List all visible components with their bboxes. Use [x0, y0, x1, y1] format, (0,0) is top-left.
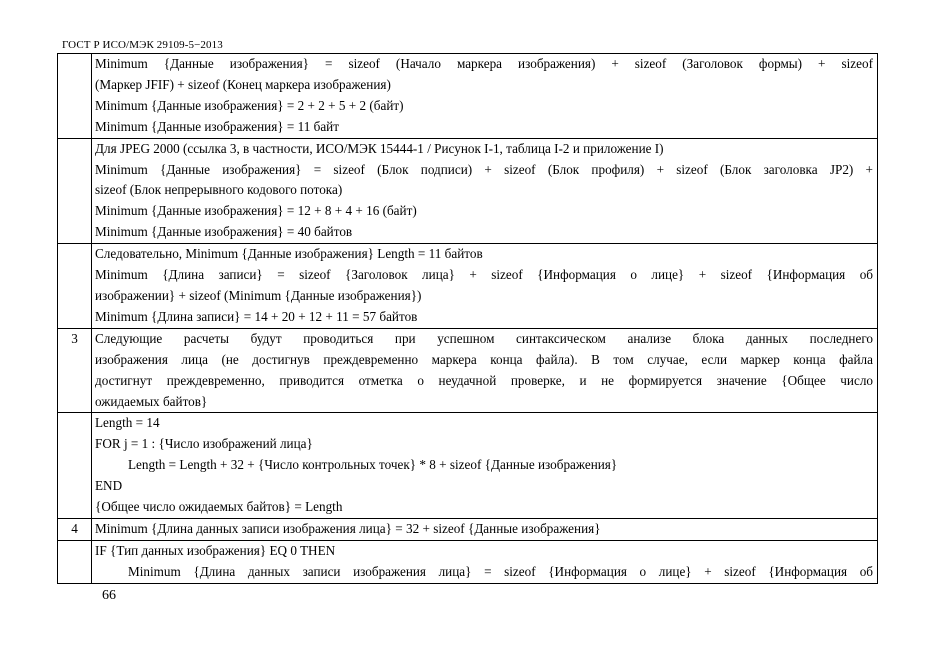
text-line: Minimum {Данные изображения} = sizeof (Блок подписи) + sizeof (Блок профиля) + sizeof (Блок заголовка JP2) + — [95, 161, 873, 177]
page-number: 66 — [102, 588, 116, 603]
text-line: sizeof (Блок непрерывного кодового потока) — [95, 182, 343, 198]
text-line: достигнут преждевременно, приводится отметка о неудачной проверке, и не формируется значение {Общее число — [95, 372, 873, 388]
table-row — [58, 54, 878, 139]
text-line: изображении} + sizeof (Minimum {Данные изображения}) — [95, 287, 422, 303]
text-line: Minimum {Длина записи} = sizeof {Заголовок лица} + sizeof {Информация о лице} + sizeof {Информация об — [95, 267, 873, 283]
text-line: Minimum {Длина данных записи изображения лица} = 32 + sizeof {Данные изображения} — [95, 520, 601, 536]
text-line: Minimum {Данные изображения} = 12 + 8 + 4 + 16 (байт) — [95, 203, 417, 219]
text-line: END — [95, 478, 123, 494]
text-line: FOR j = 1 : {Число изображений лица} — [95, 436, 313, 452]
table-row — [58, 518, 878, 540]
text-line: изображения лица (не достигнув преждевременно маркера конца файла). В том случае, если маркер конца файла — [95, 351, 873, 367]
document-header: ГОСТ Р ИСО/МЭК 29109-5−2013 — [62, 39, 223, 51]
text-line: Length = 14 — [95, 415, 160, 431]
text-line: Minimum {Данные изображения} = 40 байтов — [95, 224, 353, 240]
row-content — [92, 540, 878, 583]
table-row — [58, 328, 878, 413]
row-number: 4 — [58, 518, 92, 540]
text-line: Minimum {Длина записи} = 14 + 20 + 12 + 11 = 57 байтов — [95, 308, 418, 324]
row-content — [92, 138, 878, 244]
table-row — [58, 244, 878, 329]
row-content — [92, 518, 878, 540]
row-number — [58, 413, 92, 519]
text-line: Следовательно, Minimum {Данные изображения} Length = 11 байтов — [95, 246, 483, 262]
row-content — [92, 328, 878, 413]
row-content — [92, 413, 878, 519]
row-number — [58, 138, 92, 244]
text-line: Minimum {Данные изображения} = 11 байт — [95, 118, 340, 134]
row-number — [58, 244, 92, 329]
calculation-table — [57, 53, 878, 584]
row-number — [58, 540, 92, 583]
row-number — [58, 54, 92, 139]
table-row — [58, 138, 878, 244]
text-line: Для JPEG 2000 (ссылка 3, в частности, ИСО/МЭК 15444-1 / Рисунок I-1, таблица I-2 и приложение I) — [95, 140, 664, 156]
text-line: ожидаемых байтов} — [95, 393, 208, 409]
text-line: IF {Тип данных изображения} EQ 0 THEN — [95, 542, 336, 558]
text-line: Minimum {Длина данных записи изображения лица} = sizeof {Информация о лице} + sizeof {Информация об — [128, 563, 873, 579]
text-line: (Маркер JFIF) + sizeof (Конец маркера изображения) — [95, 76, 391, 92]
text-line: Minimum {Данные изображения} = 2 + 2 + 5 + 2 (байт) — [95, 97, 404, 113]
text-line: Minimum {Данные изображения} = sizeof (Начало маркера изображения) + sizeof (Заголовок формы) + sizeof — [95, 56, 873, 71]
row-number: 3 — [58, 328, 92, 413]
text-line: Length = Length + 32 + {Число контрольных точек} * 8 + sizeof {Данные изображения} — [128, 457, 618, 473]
text-line: {Общее число ожидаемых байтов} = Length — [95, 499, 343, 515]
text-line: Следующие расчеты будут проводиться при успешном синтаксическом анализе блока данных последнего — [95, 330, 873, 346]
row-content — [92, 54, 878, 139]
table-row — [58, 413, 878, 519]
table-row — [58, 540, 878, 583]
row-content — [92, 244, 878, 329]
